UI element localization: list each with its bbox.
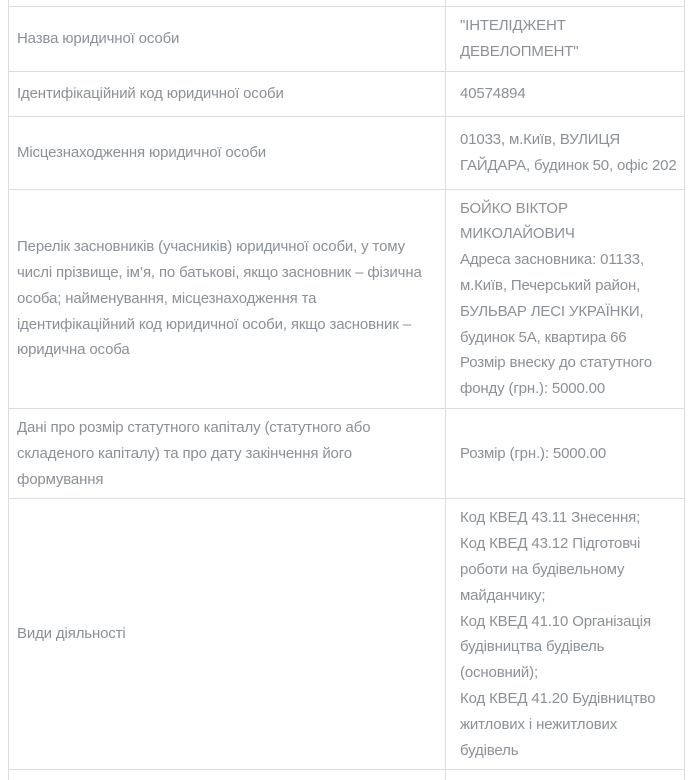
founder-contribution: Розмір внеску до статутного фонду (грн.): 5000.00 — [460, 354, 652, 398]
field-value — [446, 499, 685, 770]
field-value: "ІНТЕЛІДЖЕНТ ДЕВЕЛОПМЕНТ" — [446, 7, 685, 72]
kved-entry: Код КВЕД 43.12 Підготовчі роботи на будівельному майданчику; — [460, 535, 641, 604]
table-row-capital — [9, 408, 685, 498]
table-row-founders — [9, 189, 685, 408]
kved-entry: Код КВЕД 41.20 Будівництво житлових і нежитлових будівель — [460, 689, 656, 759]
table-row-edrpou-code — [9, 71, 685, 116]
field-label: Види діяльності — [9, 499, 446, 770]
table-row-company-name — [9, 7, 685, 72]
kved-entry: Код КВЕД 41.10 Організація будівництва будівель (основний); — [460, 612, 651, 682]
table-row-partial-bottom — [9, 770, 685, 780]
company-record-table — [8, 0, 685, 780]
table-row-activities — [9, 499, 685, 770]
founder-name: БОЙКО ВІКТОР МИКОЛАЙОВИЧ — [460, 199, 575, 243]
field-label: Назва юридичної особи — [9, 7, 446, 72]
founder-address: Адреса засновника: 01133, м.Київ, Печерський район, БУЛЬВАР ЛЕСІ УКРАЇНКИ, будинок 5А, квартира 66 — [460, 251, 645, 346]
table-row-location — [9, 116, 685, 189]
field-label: Ідентифікаційний код юридичної особи — [9, 71, 446, 116]
kved-entry: Код КВЕД 43.11 Знесення; — [460, 509, 641, 527]
field-value: Розмір (грн.): 5000.00 — [446, 408, 685, 498]
field-label: Перелік засновників (учасників) юридичної особи, у тому числі прізвище, ім’я, по батькові, якщо засновник – фізична особа; найменування, місцезнаходження та ідентифікаційний код юридичної особи, якщо засновник – юридична особа — [9, 189, 446, 408]
field-value: 01033, м.Київ, ВУЛИЦЯ ГАЙДАРА, будинок 50, офіс 202 — [446, 116, 685, 189]
field-value — [446, 770, 685, 780]
field-label: Місцезнаходження юридичної особи — [9, 116, 446, 189]
field-label — [9, 770, 446, 780]
field-label: Дані про розмір статутного капіталу (статутного або складеного капіталу) та про дату закінчення його формування — [9, 408, 446, 498]
field-value — [446, 189, 685, 408]
field-value: 40574894 — [446, 71, 685, 116]
